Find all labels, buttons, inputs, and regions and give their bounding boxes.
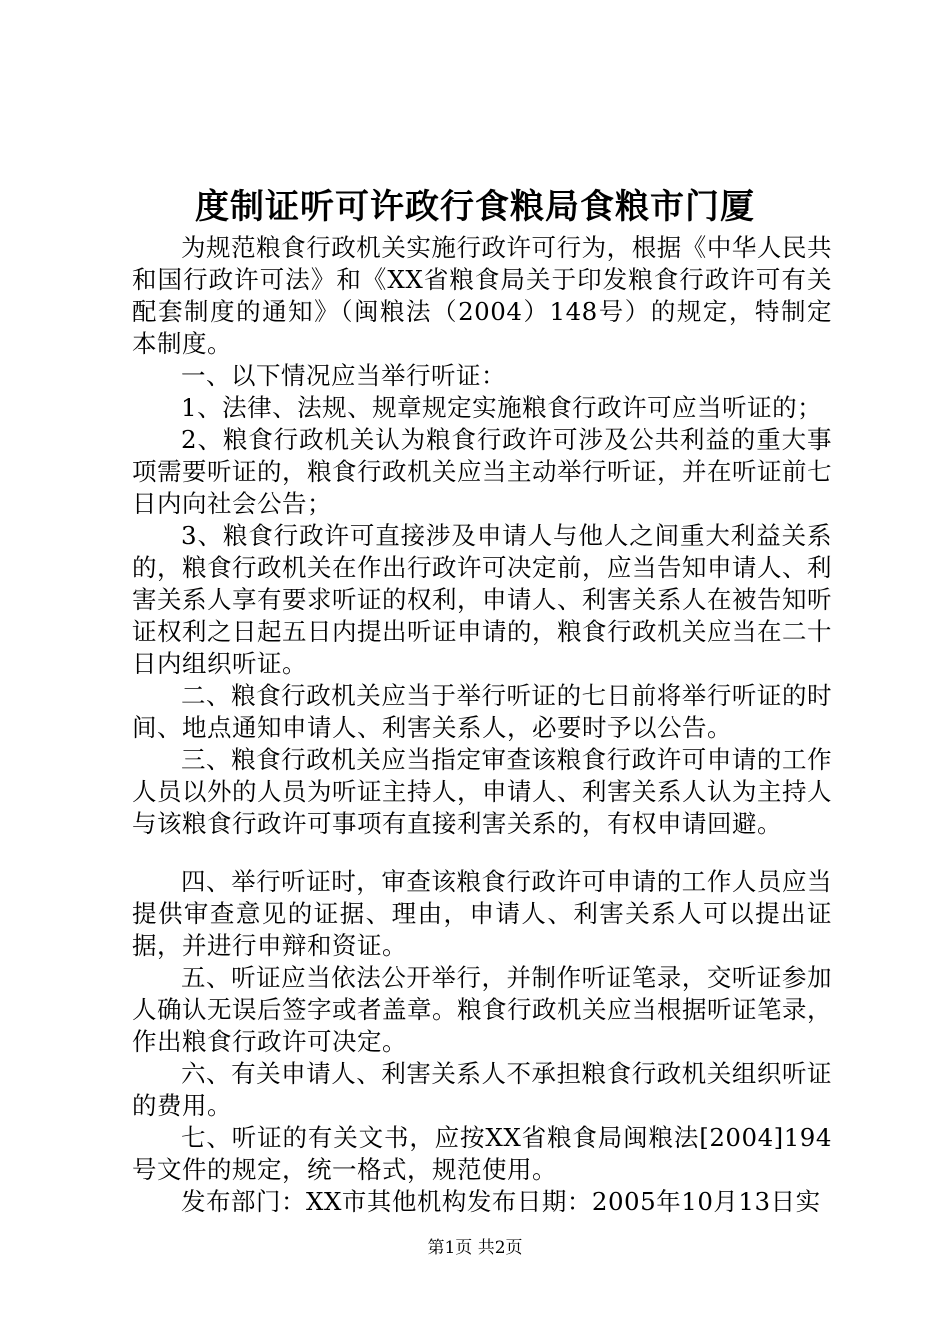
document-title: 度制证听可许政行食粮局食粮市门厦 bbox=[195, 187, 755, 227]
paragraph-section-6: 六、有关申请人、利害关系人不承担粮食行政机关组织听证的费用。 bbox=[132, 1059, 832, 1120]
document-body bbox=[132, 232, 832, 1218]
paragraph-section-3: 三、粮食行政机关应当指定审查该粮食行政许可申请的工作人员以外的人员为听证主持人，申请人、利害关系人认为主持人与该粮食行政许可事项有直接利害关系的，有权申请回避。 bbox=[132, 745, 832, 838]
paragraph-section-2: 二、粮食行政机关应当于举行听证的七日前将举行听证的时间、地点通知申请人、利害关系人，必要时予以公告。 bbox=[132, 681, 832, 742]
paragraph-section-5: 五、听证应当依法公开举行，并制作听证笔录，交听证参加人确认无误后签字或者盖章。粮食行政机关应当根据听证笔录，作出粮食行政许可决定。 bbox=[132, 963, 832, 1056]
paragraph-section-4: 四、举行听证时，审查该粮食行政许可申请的工作人员应当提供审查意见的证据、理由，申请人、利害关系人可以提出证据，并进行申辩和资证。 bbox=[132, 867, 832, 960]
paragraph-item-2: 2、粮食行政机关认为粮食行政许可涉及公共利益的重大事项需要听证的，粮食行政机关应当主动举行听证，并在听证前七日内向社会公告； bbox=[132, 425, 832, 518]
paragraph-publish-info: 发布部门：XX市其他机构发布日期：2005年10月13日实 bbox=[181, 1187, 821, 1216]
paragraph-gap bbox=[132, 840, 832, 866]
paragraph-intro: 为规范粮食行政机关实施行政许可行为，根据《中华人民共和国行政许可法》和《XX省粮食局关于印发粮食行政许可有关配套制度的通知》（闽粮法（2004）148号）的规定，特制定本制度。 bbox=[132, 233, 832, 358]
paragraph-item-1: 1、法律、法规、规章规定实施粮食行政许可应当听证的； bbox=[181, 393, 823, 422]
paragraph-section-1: 一、以下情况应当举行听证： bbox=[181, 361, 506, 390]
paragraph-section-7: 七、听证的有关文书，应按XX省粮食局闽粮法[2004]194号文件的规定，统一格式，规范使用。 bbox=[132, 1123, 832, 1184]
paragraph-item-3: 3、粮食行政许可直接涉及申请人与他人之间重大利益关系的，粮食行政机关在作出行政许可决定前，应当告知申请人、利害关系人享有要求听证的权利，申请人、利害关系人在被告知听证权利之日起五日内提出听证申请的，粮食行政机关应当在二十日内组织听证。 bbox=[132, 521, 832, 678]
page-footer: 第1页 共2页 bbox=[427, 1238, 523, 1258]
